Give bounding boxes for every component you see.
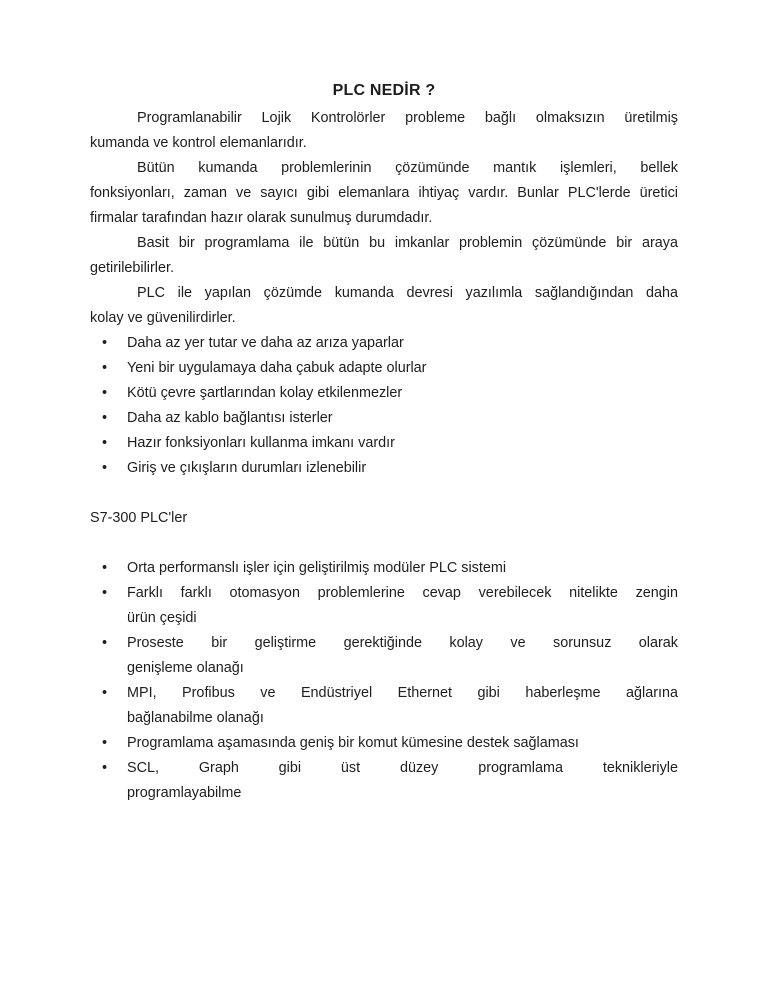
text-line: Yeni bir uygulamaya daha çabuk adapte olurlar [127,360,427,376]
list-item-text [127,631,678,681]
text-line: Programlanabilir Lojik Kontrolörler probleme bağlı olmaksızın üretilmiş [137,110,678,126]
bullet-icon: • [102,385,108,401]
text-line: Bütün kumanda problemlerinin çözümünde mantık işlemleri, bellek [137,160,678,176]
list-item-text [127,731,678,756]
document-body [90,106,678,806]
section-heading: S7-300 PLC'ler [90,510,188,526]
bullet-icon: • [102,585,108,601]
text-line: Proseste bir geliştirme gerektiğinde kolay ve sorunsuz olarak [127,635,678,651]
bullet-icon: • [102,460,108,476]
list-item [90,456,678,481]
bullet-list [90,331,678,481]
list-item [90,581,678,631]
list-item [90,381,678,406]
text-line: Daha az yer tutar ve daha az arıza yaparlar [127,335,404,351]
list-item-text [127,431,678,456]
text-line: kolay ve güvenilirdirler. [90,310,236,326]
list-item-text [127,381,678,406]
text-line: Daha az kablo bağlantısı isterler [127,410,333,426]
text-line: Programlama aşamasında geniş bir komut kümesine destek sağlaması [127,735,579,751]
list-item [90,356,678,381]
list-item-text [127,406,678,431]
list-item-text [127,681,678,731]
list-item-text [127,331,678,356]
text-line: Giriş ve çıkışların durumları izlenebilir [127,460,367,476]
list-item [90,681,678,731]
text-line: ürün çeşidi [127,610,197,626]
bullet-icon: • [102,635,108,651]
bullet-icon: • [102,685,108,701]
text-line: firmalar tarafından hazır olarak sunulmuş durumdadır. [90,210,433,226]
bullet-icon: • [102,735,108,751]
text-line: MPI, Profibus ve Endüstriyel Ethernet gibi haberleşme ağlarına [127,685,678,701]
list-item-text [127,356,678,381]
text-line: Basit bir programlama ile bütün bu imkanlar problemin çözümünde bir araya [137,235,678,251]
list-item-text [127,756,678,806]
list-item [90,756,678,806]
list-item-text [127,456,678,481]
list-item [90,431,678,456]
paragraph [90,106,678,156]
list-item-text [127,581,678,631]
text-line: genişleme olanağı [127,660,244,676]
bullet-icon: • [102,360,108,376]
bullet-icon: • [102,435,108,451]
text-line: bağlanabilme olanağı [127,710,264,726]
text-line: PLC ile yapılan çözümde kumanda devresi yazılımla sağlandığından daha [137,285,678,301]
bullet-icon: • [102,335,108,351]
list-item [90,331,678,356]
list-item-text [127,556,678,581]
text-line: fonksiyonları, zaman ve sayıcı gibi elemanlara ihtiyaç vardır. Bunlar PLC'lerde üretici [90,185,678,201]
bullet-icon: • [102,760,108,776]
bullet-list [90,556,678,806]
bullet-icon: • [102,410,108,426]
paragraph [90,231,678,281]
bullet-icon: • [102,560,108,576]
list-item [90,731,678,756]
document-title: PLC NEDİR ? [332,82,436,99]
text-line: Orta performanslı işler için geliştirilmiş modüler PLC sistemi [127,560,507,576]
text-line: Kötü çevre şartlarından kolay etkilenmezler [127,385,403,401]
paragraph [90,281,678,331]
list-item [90,406,678,431]
list-item [90,631,678,681]
text-line: kumanda ve kontrol elemanlarıdır. [90,135,307,151]
text-line: getirilebilirler. [90,260,174,276]
text-line: Farklı farklı otomasyon problemlerine cevap verebilecek nitelikte zengin [127,585,678,601]
text-line: Hazır fonksiyonları kullanma imkanı vardır [127,435,395,451]
text-line: SCL, Graph gibi üst düzey programlama teknikleriyle [127,760,678,776]
text-line: programlayabilme [127,785,242,801]
list-item [90,556,678,581]
paragraph [90,156,678,231]
